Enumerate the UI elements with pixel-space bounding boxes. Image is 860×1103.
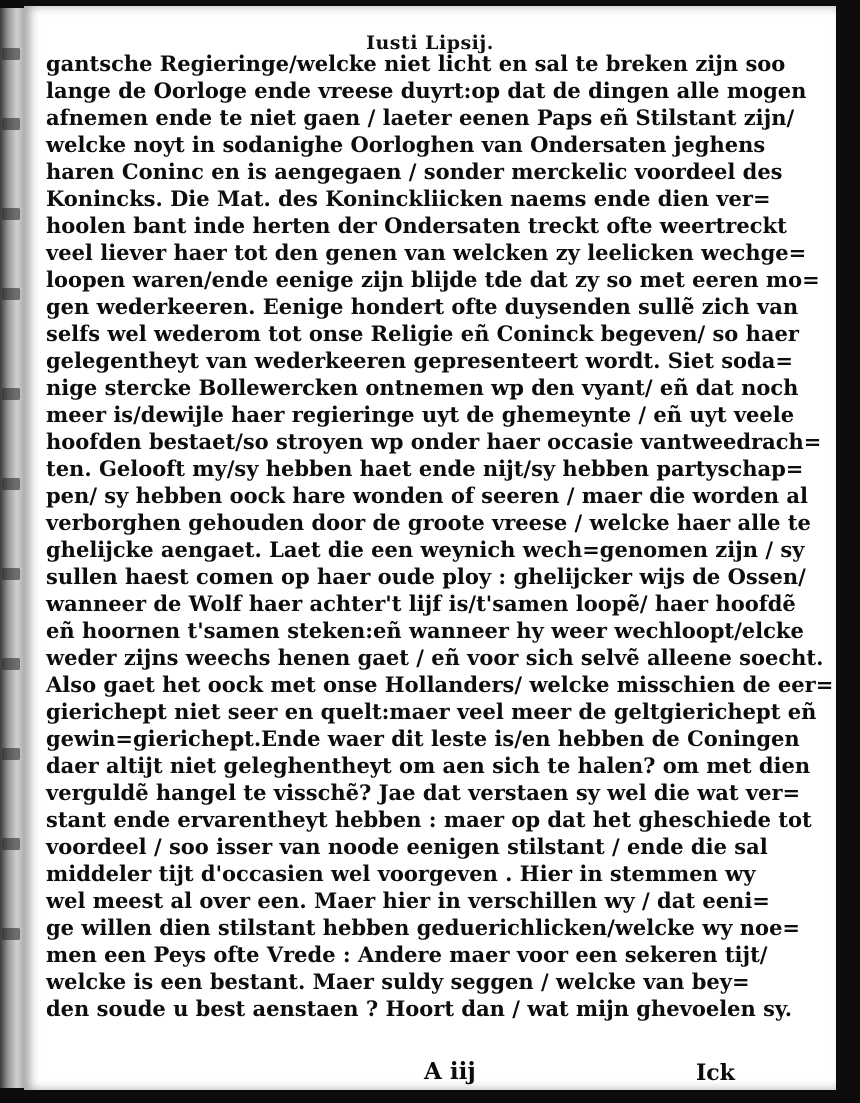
- text-line: afnemen ende te niet gaen / laeter eenen Paps eñ Stilstant zijn/: [46, 105, 795, 130]
- ink-bleed-mark: [2, 478, 20, 490]
- running-head: Iusti Lipsij.: [366, 32, 494, 54]
- text-line: ten. Gelooft my/sy hebben haet ende nijt/sy hebben partyschap=: [46, 456, 804, 481]
- text-line: gen wederkeeren. Eenige hondert ofte duysenden sullẽ zich van: [46, 294, 799, 319]
- text-line: sullen haest comen op haer oude ploy : ghelijcker wijs de Ossen/: [46, 564, 806, 589]
- facing-page-edge: [0, 8, 24, 1088]
- ink-bleed-mark: [2, 658, 20, 670]
- text-line: gewin=gierichept.Ende waer dit leste is/en hebben de Coningen: [46, 726, 800, 751]
- printed-page: [24, 6, 836, 1090]
- ink-bleed-mark: [2, 568, 20, 580]
- text-line: gelegentheyt van wederkeeren gepresenteert wordt. Siet soda=: [46, 348, 793, 373]
- text-line: voordeel / soo isser van noode eenigen stilstant / ende die sal: [46, 834, 768, 859]
- text-line: den soude u best aenstaen ? Hoort dan / wat mijn ghevoelen sy.: [46, 996, 793, 1021]
- text-line: veel liever haer tot den genen van welcken zy leelicken wechge=: [46, 240, 807, 265]
- text-line: middeler tijt d'occasien wel voorgeven . Hier in stemmen wy: [46, 861, 756, 886]
- ink-bleed-mark: [2, 118, 20, 130]
- text-line: Konincks. Die Mat. des Koninckliicken naems ende dien ver=: [46, 186, 771, 211]
- text-line: verguldẽ hangel te visschẽ? Jae dat verstaen sy wel die wat ver=: [46, 780, 801, 805]
- text-line: daer altijt niet geleghentheyt om aen sich te halen? om met dien: [46, 753, 811, 778]
- text-line: haren Coninc en is aengegaen / sonder merckelic voordeel des: [46, 159, 783, 184]
- text-line: Also gaet het oock met onse Hollanders/ welcke misschien de eer=: [46, 672, 834, 697]
- text-line: welcke noyt in sodanighe Oorloghen van Ondersaten jeghens: [46, 132, 766, 157]
- text-line: pen/ sy hebben oock hare wonden of seeren / maer die worden al: [46, 483, 808, 508]
- scan-background: [836, 0, 860, 1103]
- text-line: verborghen gehouden door de groote vreese / welcke haer alle te: [46, 510, 811, 535]
- text-line: weder zijns weechs henen gaet / eñ voor sich selvẽ alleene soecht.: [46, 645, 824, 670]
- body-text: [46, 50, 834, 1022]
- text-line: loopen waren/ende eenige zijn blijde tde dat zy so met eeren mo=: [46, 267, 820, 292]
- text-line: nige stercke Bollewercken ontnemen wp den vyant/ eñ dat noch: [46, 375, 799, 400]
- text-line: ghelijcke aengaet. Laet die een weynich wech=genomen zijn / sy: [46, 537, 805, 562]
- text-line: lange de Oorloge ende vreese duyrt:op dat de dingen alle mogen: [46, 78, 807, 103]
- text-line: gantsche Regieringe/welcke niet licht en sal te breken zijn soo: [46, 51, 786, 76]
- signature-mark: A iij: [424, 1058, 476, 1085]
- catchword: Ick: [696, 1060, 735, 1086]
- text-line: ge willen dien stilstant hebben geduerichlicken/welcke wy noe=: [46, 915, 801, 940]
- ink-bleed-mark: [2, 838, 20, 850]
- text-line: selfs wel wederom tot onse Religie eñ Coninck begeven/ so haer: [46, 321, 799, 346]
- text-line: stant ende ervarentheyt hebben : maer op dat het gheschiede tot: [46, 807, 812, 832]
- text-line: men een Peys ofte Vrede : Andere maer voor een sekeren tijt/: [46, 942, 768, 967]
- ink-bleed-mark: [2, 288, 20, 300]
- text-line: eñ hoornen t'samen steken:eñ wanneer hy weer wechloopt/elcke: [46, 618, 804, 643]
- ink-bleed-mark: [2, 748, 20, 760]
- text-line: hoofden bestaet/so stroyen wp onder haer occasie vantweedrach=: [46, 429, 822, 454]
- text-line: wel meest al over een. Maer hier in verschillen wy / dat eeni=: [46, 888, 770, 913]
- ink-bleed-mark: [2, 48, 20, 60]
- text-line: hoolen bant inde herten der Ondersaten treckt ofte weertreckt: [46, 213, 787, 238]
- ink-bleed-mark: [2, 388, 20, 400]
- text-line: meer is/dewijle haer regieringe uyt de ghemeynte / eñ uyt veele: [46, 402, 795, 427]
- text-line: welcke is een bestant. Maer suldy seggen / welcke van bey=: [46, 969, 750, 994]
- ink-bleed-mark: [2, 928, 20, 940]
- text-line: gierichept niet seer en quelt:maer veel meer de geltgierichept eñ: [46, 699, 817, 724]
- text-line: wanneer de Wolf haer achter't lijf is/t'samen loopẽ/ haer hoofdẽ: [46, 591, 796, 616]
- ink-bleed-mark: [2, 208, 20, 220]
